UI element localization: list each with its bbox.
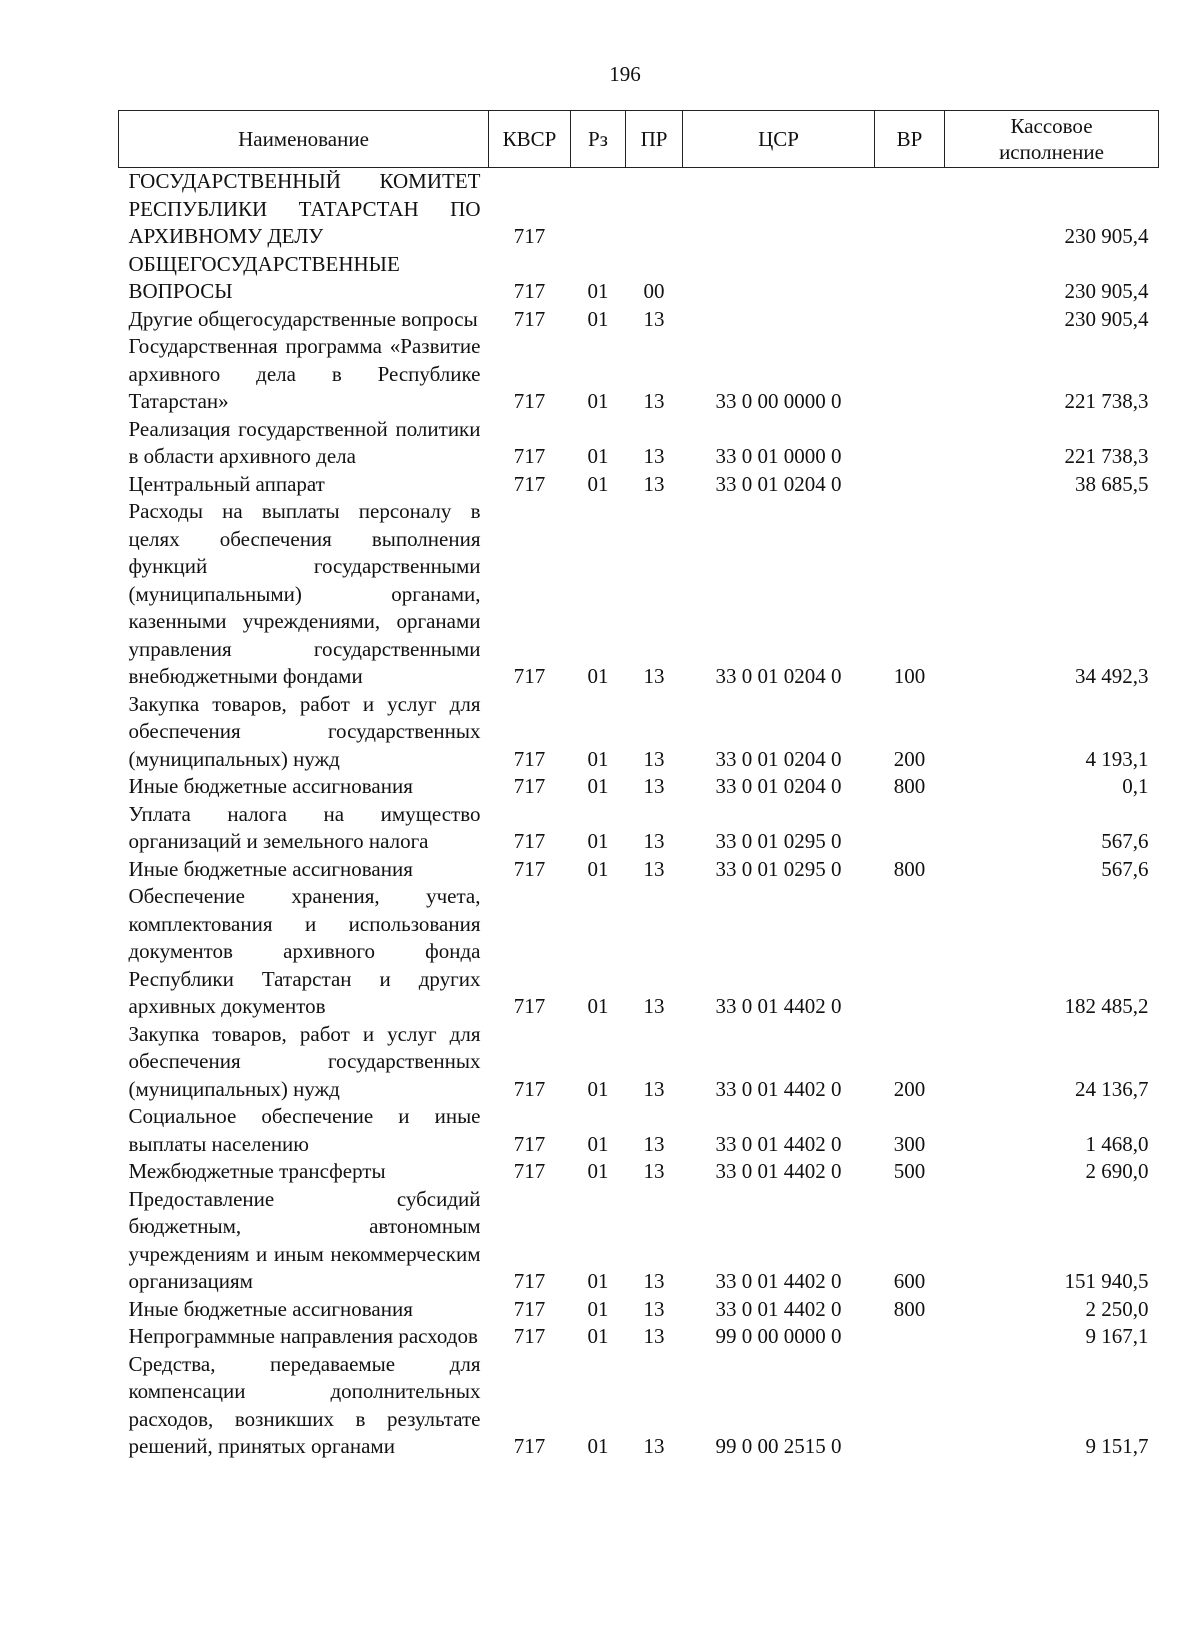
cell-pr: 13 <box>643 306 665 331</box>
header-rz: Рз <box>571 111 626 168</box>
cell-kvsr: 717 <box>513 389 546 413</box>
cell-rz: 01 <box>587 994 609 1018</box>
cell-pr: 13 <box>643 829 665 853</box>
cell-pr: 00 <box>643 279 665 303</box>
cell-name: ГОСУДАРСТВЕННЫЙ КОМИТЕТ РЕСПУБЛИКИ ТАТАРСТАН ПО АРХИВНОМУ ДЕЛУ <box>128 169 481 248</box>
header-pr: ПР <box>626 111 683 168</box>
cell-csr: 33 0 01 0295 0 <box>715 856 842 881</box>
cell-amount: 2 690,0 <box>1085 1159 1149 1183</box>
cell-pr: 13 <box>643 1131 665 1156</box>
page-number: 196 <box>609 62 641 86</box>
header-vr: ВР <box>875 111 945 168</box>
cell-csr: 33 0 01 4402 0 <box>715 1131 842 1156</box>
cell-rz <box>571 168 626 251</box>
cell-name: Закупка товаров, работ и услуг для обеспечения государственных (муниципальных) нужд <box>128 691 481 771</box>
cell-pr: 13 <box>643 1324 665 1348</box>
cell-csr: 99 0 00 2515 0 <box>715 1434 842 1458</box>
cell-kvsr: 717 <box>513 1434 546 1458</box>
cell-pr: 13 <box>643 1159 665 1183</box>
table-row <box>119 1351 1159 1461</box>
cell-kvsr: 717 <box>513 994 546 1018</box>
cell-vr: 800 <box>893 774 926 798</box>
header-amount-line1: Кассовое <box>1010 114 1093 138</box>
cell-amount: 151 940,5 <box>1064 1269 1149 1293</box>
cell-pr: 13 <box>643 994 665 1018</box>
table-row <box>119 883 1159 1021</box>
cell-rz: 01 <box>587 444 609 468</box>
cell-vr <box>875 1351 945 1461</box>
table-row <box>119 1103 1159 1158</box>
cell-amount: 230 905,4 <box>1064 224 1149 248</box>
cell-kvsr: 717 <box>513 856 546 881</box>
cell-rz: 01 <box>587 774 609 798</box>
table-row <box>119 1021 1159 1104</box>
cell-amount: 9 151,7 <box>1085 1434 1149 1458</box>
cell-csr: 99 0 00 0000 0 <box>715 1324 842 1348</box>
cell-rz: 01 <box>587 856 609 881</box>
header-name: Наименование <box>119 111 489 168</box>
cell-rz: 01 <box>587 1296 609 1321</box>
cell-pr: 13 <box>643 856 665 881</box>
table-row <box>119 251 1159 306</box>
cell-csr <box>683 168 875 251</box>
cell-vr <box>875 1323 945 1351</box>
cell-kvsr: 717 <box>513 1159 546 1183</box>
cell-amount: 2 250,0 <box>1085 1296 1149 1321</box>
cell-amount: 567,6 <box>1101 829 1149 853</box>
cell-kvsr: 717 <box>513 1269 546 1293</box>
cell-kvsr: 717 <box>513 471 546 496</box>
cell-amount: 0,1 <box>1122 774 1149 798</box>
cell-name: Иные бюджетные ассигнования <box>128 1296 413 1321</box>
cell-vr <box>875 306 945 334</box>
cell-name: Межбюджетные трансферты <box>128 1159 386 1183</box>
cell-amount: 38 685,5 <box>1075 471 1149 496</box>
cell-pr: 13 <box>643 664 665 688</box>
cell-vr: 200 <box>893 746 926 771</box>
cell-csr: 33 0 01 4402 0 <box>715 1076 842 1101</box>
cell-rz: 01 <box>587 664 609 688</box>
cell-pr: 13 <box>643 1434 665 1458</box>
table-row <box>119 471 1159 499</box>
cell-csr: 33 0 01 0204 0 <box>715 774 842 798</box>
cell-vr: 600 <box>893 1269 926 1293</box>
cell-vr <box>875 333 945 416</box>
table-row <box>119 856 1159 884</box>
cell-name: Непрограммные направления расходов <box>128 1324 478 1348</box>
cell-rz: 01 <box>587 1159 609 1183</box>
cell-csr <box>683 251 875 306</box>
cell-name: Обеспечение хранения, учета, комплектования и использования документов архивного фонда Республики Татарстан и других архивных документов <box>128 884 481 1018</box>
cell-amount: 34 492,3 <box>1075 664 1149 688</box>
cell-vr <box>875 883 945 1021</box>
cell-rz: 01 <box>587 1434 609 1458</box>
cell-rz: 01 <box>587 279 609 303</box>
cell-csr: 33 0 01 4402 0 <box>715 1159 842 1183</box>
cell-csr: 33 0 01 0204 0 <box>715 471 842 496</box>
table-body <box>119 168 1159 1461</box>
cell-vr: 500 <box>893 1159 926 1183</box>
table-row <box>119 1158 1159 1186</box>
cell-pr: 13 <box>643 1296 665 1321</box>
cell-vr <box>875 471 945 499</box>
cell-name: Иные бюджетные ассигнования <box>128 774 413 798</box>
header-kvsr: КВСР <box>489 111 571 168</box>
cell-kvsr: 717 <box>513 306 546 331</box>
cell-name: Центральный аппарат <box>128 471 325 496</box>
cell-rz: 01 <box>587 746 609 771</box>
cell-rz: 01 <box>587 471 609 496</box>
table-row <box>119 333 1159 416</box>
cell-kvsr: 717 <box>513 746 546 771</box>
cell-pr: 13 <box>643 1269 665 1293</box>
cell-kvsr: 717 <box>513 1076 546 1101</box>
cell-rz: 01 <box>587 1324 609 1348</box>
cell-csr: 33 0 01 0000 0 <box>715 444 842 468</box>
cell-rz: 01 <box>587 1076 609 1101</box>
cell-name: Государственная программа «Развитие архивного дела в Республике Татарстан» <box>128 334 481 413</box>
cell-csr: 33 0 01 4402 0 <box>715 1296 842 1321</box>
cell-vr <box>875 416 945 471</box>
cell-name: Иные бюджетные ассигнования <box>128 856 413 881</box>
cell-name: Средства, передаваемые для компенсации дополнительных расходов, возникших в результате решений, принятых органами <box>128 1351 481 1458</box>
table-row <box>119 498 1159 691</box>
cell-amount: 4 193,1 <box>1085 746 1149 771</box>
cell-kvsr: 717 <box>513 1131 546 1156</box>
table-row <box>119 416 1159 471</box>
cell-vr: 800 <box>893 856 926 881</box>
cell-rz: 01 <box>587 389 609 413</box>
cell-kvsr: 717 <box>513 774 546 798</box>
cell-pr <box>626 168 683 251</box>
cell-kvsr: 717 <box>513 224 546 248</box>
table-row <box>119 1186 1159 1296</box>
cell-name: ОБЩЕГОСУДАРСТВЕННЫЕ ВОПРОСЫ <box>128 251 400 303</box>
cell-name: Реализация государственной политики в области архивного дела <box>128 416 481 468</box>
cell-rz: 01 <box>587 1269 609 1293</box>
cell-amount: 1 468,0 <box>1085 1131 1149 1156</box>
table-row <box>119 1296 1159 1324</box>
cell-csr: 33 0 00 0000 0 <box>715 389 842 413</box>
cell-amount: 182 485,2 <box>1064 994 1149 1018</box>
cell-pr: 13 <box>643 1076 665 1101</box>
cell-rz: 01 <box>587 306 609 331</box>
cell-kvsr: 717 <box>513 829 546 853</box>
table-header <box>119 111 1159 168</box>
cell-rz: 01 <box>587 829 609 853</box>
cell-name: Предоставление субсидий бюджетным, автономным учреждениям и иным некоммерческим организациям <box>128 1186 481 1293</box>
cell-vr: 800 <box>893 1296 926 1321</box>
budget-table <box>118 110 1159 1461</box>
cell-vr: 200 <box>893 1076 926 1101</box>
cell-csr: 33 0 01 0204 0 <box>715 664 842 688</box>
cell-kvsr: 717 <box>513 664 546 688</box>
cell-name: Другие общегосударственные вопросы <box>128 306 478 331</box>
cell-pr: 13 <box>643 471 665 496</box>
header-csr: ЦСР <box>683 111 875 168</box>
cell-amount: 24 136,7 <box>1075 1076 1149 1101</box>
cell-csr: 33 0 01 4402 0 <box>715 1269 842 1293</box>
table-row <box>119 691 1159 774</box>
cell-name: Закупка товаров, работ и услуг для обеспечения государственных (муниципальных) нужд <box>128 1021 481 1101</box>
cell-csr <box>683 306 875 334</box>
cell-csr: 33 0 01 0204 0 <box>715 746 842 771</box>
cell-vr <box>875 168 945 251</box>
cell-name: Расходы на выплаты персоналу в целях обеспечения выполнения функций государственными (муниципальными) органами, казенными учреждениями, органами управления государственными внебюджетными фондами <box>128 499 481 688</box>
table-row <box>119 773 1159 801</box>
table-row <box>119 306 1159 334</box>
table-row <box>119 801 1159 856</box>
cell-amount: 221 738,3 <box>1064 444 1149 468</box>
table-row <box>119 1323 1159 1351</box>
cell-vr: 100 <box>893 664 926 688</box>
cell-pr: 13 <box>643 444 665 468</box>
cell-name: Социальное обеспечение и иные выплаты населению <box>128 1104 481 1156</box>
cell-amount: 567,6 <box>1101 856 1149 881</box>
cell-kvsr: 717 <box>513 1296 546 1321</box>
header-amount <box>945 111 1159 168</box>
cell-csr: 33 0 01 0295 0 <box>715 829 842 853</box>
cell-csr: 33 0 01 4402 0 <box>715 994 842 1018</box>
cell-vr <box>875 801 945 856</box>
cell-pr: 13 <box>643 774 665 798</box>
table-row <box>119 168 1159 251</box>
cell-pr: 13 <box>643 746 665 771</box>
cell-vr <box>875 251 945 306</box>
cell-pr: 13 <box>643 389 665 413</box>
cell-vr: 300 <box>893 1131 926 1156</box>
cell-amount: 230 905,4 <box>1064 306 1149 331</box>
cell-kvsr: 717 <box>513 279 546 303</box>
cell-amount: 230 905,4 <box>1064 279 1149 303</box>
cell-kvsr: 717 <box>513 1324 546 1348</box>
header-amount-line2: исполнение <box>999 140 1104 164</box>
cell-amount: 221 738,3 <box>1064 389 1149 413</box>
cell-name: Уплата налога на имущество организаций и земельного налога <box>128 801 481 853</box>
cell-rz: 01 <box>587 1131 609 1156</box>
cell-kvsr: 717 <box>513 444 546 468</box>
cell-amount: 9 167,1 <box>1085 1324 1149 1348</box>
